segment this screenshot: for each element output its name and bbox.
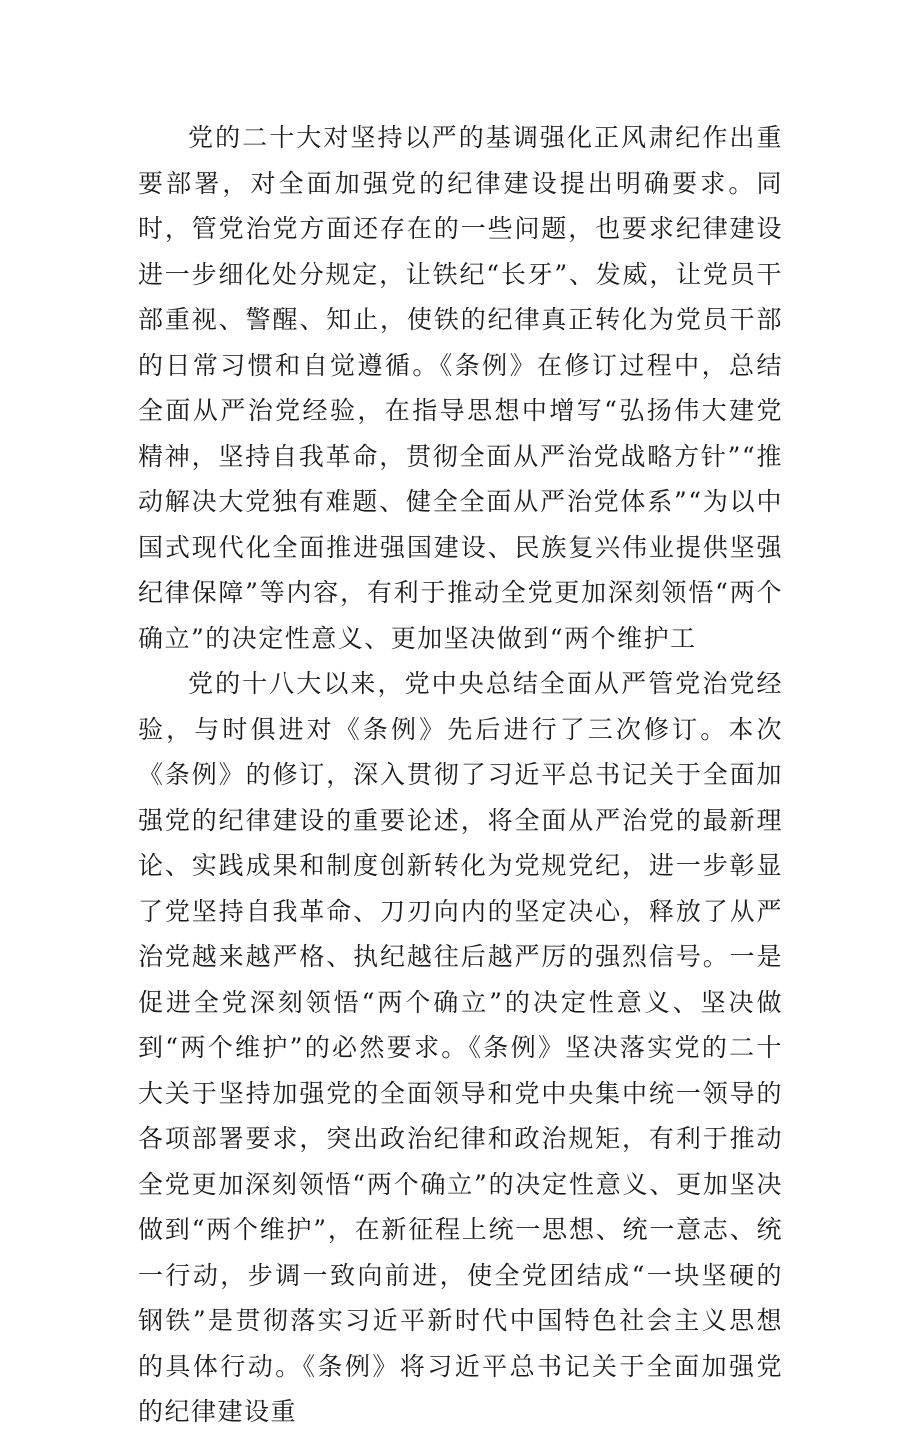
- document-body: [138, 115, 783, 1435]
- paragraph-2: 党的十八大以来，党中央总结全面从严管党治党经验，与时俱进对《条例》先后进行了三次修订。本次《条例》的修订，深入贯彻了习近平总书记关于全面加强党的纪律建设的重要论述，将全面从严治党的最新理论、实践成果和制度创新转化为党规党纪，进一步彰显了党坚持自我革命、刀刃向内的坚定决心，释放了从严治党越来越严格、执纪越往后越严厉的强烈信号。一是促进全党深刻领悟“两个确立”的决定性意义、坚决做到“两个维护”的必然要求。《条例》坚决落实党的二十大关于坚持加强党的全面领导和党中央集中统一领导的各项部署要求，突出政治纪律和政治规矩，有利于推动全党更加深刻领悟“两个确立”的决定性意义、更加坚决做到“两个维护”，在新征程上统一思想、统一意志、统一行动，步调一致向前进，使全党团结成“一块坚硬的钢铁”是贯彻落实习近平新时代中国特色社会主义思想的具体行动。《条例》将习近平总书记关于全面加强党的纪律建设重: [138, 669, 783, 1426]
- paragraph-1: 党的二十大对坚持以严的基调强化正风肃纪作出重要部署，对全面加强党的纪律建设提出明确要求。同时，管党治党方面还存在的一些问题，也要求纪律建设进一步细化处分规定，让铁纪“长牙”、发威，让党员干部重视、警醒、知止，使铁的纪律真正转化为党员干部的日常习惯和自觉遵循。《条例》在修订过程中，总结全面从严治党经验，在指导思想中增写“弘扬伟大建党精神，坚持自我革命，贯彻全面从严治党战略方针”“推动解决大党独有难题、健全全面从严治党体系”“为以中国式现代化全面推进强国建设、民族复兴伟业提供坚强纪律保障”等内容，有利于推动全党更加深刻领悟“两个确立”的决定性意义、更加坚决做到“两个维护工: [138, 123, 783, 653]
